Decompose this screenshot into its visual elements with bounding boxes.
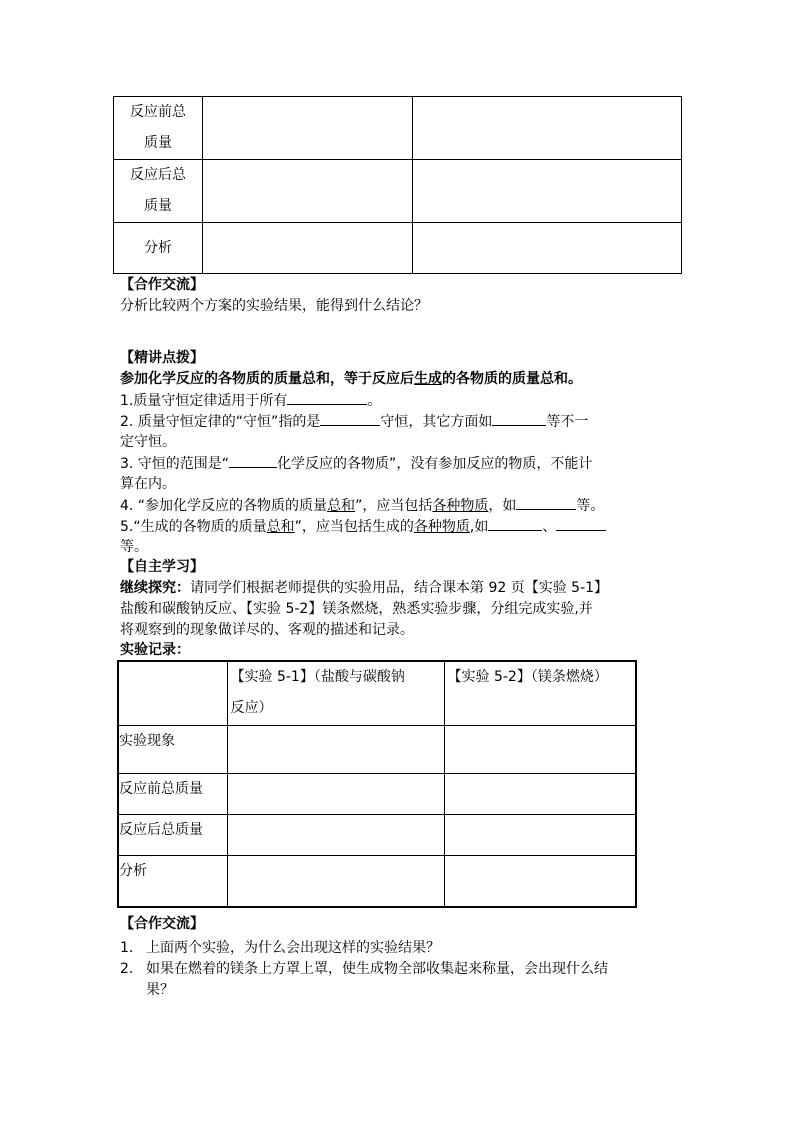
row-label-analysis: 分析 [118, 855, 227, 907]
point-text: 2. 质量守恒定律的“守恒”指的是 [120, 414, 321, 430]
table-row [118, 855, 636, 907]
row-label-text: 反应前总 [130, 104, 186, 120]
row-label-phenomenon: 实验现象 [118, 725, 227, 773]
point-text: 3. 守恒的范围是“ [120, 456, 230, 472]
row-label-after-mass: 反应后总质量 [118, 814, 227, 855]
column-header-exp-5-2: 【实验 5-2】（镁条燃烧） [444, 661, 636, 725]
section-heading-self-study: 【自主学习】 [120, 559, 204, 575]
table-cell[interactable] [413, 223, 682, 274]
table-cell[interactable] [444, 855, 636, 907]
self-study-line-2: 盐酸和碳酸钠反应、【实验 5-2】镁条燃烧，熟悉实验步骤，分组完成实验,并 [120, 601, 593, 617]
row-label-before-mass: 反应前总质量 [118, 773, 227, 814]
point-5-cont: 等。 [120, 539, 148, 555]
row-label-text: 质量 [144, 135, 172, 151]
point-text: 守恒，其它方面如 [380, 414, 493, 430]
header-text: 【实验 5-1】（盐酸与碳酸钠 [230, 669, 405, 685]
row-label-before-mass [114, 97, 203, 160]
point-3-cont: 算在内。 [120, 476, 176, 492]
table-cell[interactable] [444, 725, 636, 773]
point-text: 5.“生成的各物质的质量 [120, 519, 267, 535]
point-text: 4. “参加化学反应的各物质的质量 [120, 498, 328, 514]
point-text: ,如 [469, 519, 489, 535]
fill-blank[interactable] [556, 516, 606, 531]
point-text: 化学反应的各物质”，没有参加反应的物质，不能计 [277, 456, 593, 472]
table-cell[interactable] [413, 97, 682, 160]
table-cell[interactable] [444, 773, 636, 814]
column-header-exp-5-1 [227, 661, 444, 725]
fill-blank[interactable] [287, 390, 367, 405]
fill-blank[interactable] [516, 495, 576, 510]
table-cell[interactable] [227, 725, 444, 773]
point-4 [120, 495, 604, 516]
table-cell[interactable] [203, 160, 413, 223]
fill-blank[interactable] [320, 411, 380, 426]
table-cell[interactable] [413, 160, 682, 223]
question-text: 上面两个实验，为什么会出现这样的实验结果？ [146, 940, 440, 956]
header-text: 反应） [230, 700, 273, 716]
row-label-text: 质量 [144, 198, 172, 214]
self-study-lead: 继续探究： [120, 580, 190, 596]
table-row [114, 160, 682, 223]
point-2-cont: 定守恒。 [120, 434, 176, 450]
point-text: 等。 [576, 498, 605, 514]
coop-question-1 [120, 938, 440, 958]
section-heading-coop-1: 【合作交流】 [120, 277, 204, 293]
table-row [114, 97, 682, 160]
self-study-line-1 [120, 578, 608, 598]
table-cell[interactable] [444, 814, 636, 855]
coop-question-2-cont: 果？ [146, 982, 174, 998]
section-heading-coop-2: 【合作交流】 [120, 916, 204, 932]
table-cell[interactable] [227, 814, 444, 855]
point-2 [120, 411, 588, 432]
summary-text: 参加化学反应的各物质的质量总和，等于反应后 [120, 371, 414, 387]
point-text: 等不一 [546, 414, 589, 430]
self-study-text: 请同学们根据老师提供的实验用品，结合课本第 92 页【实验 5-1】 [190, 580, 609, 596]
point-text: ”，应当包括生成的 [294, 519, 414, 535]
fill-blank[interactable] [229, 453, 277, 468]
point-5 [120, 516, 606, 537]
point-text: 1.质量守恒定律适用于所有 [120, 393, 288, 409]
point-text: ，如 [488, 498, 517, 514]
table-cell[interactable] [227, 773, 444, 814]
table-row [118, 725, 636, 773]
summary-text: 的各物质的质量总和。 [442, 371, 582, 387]
question-number: 2. [120, 961, 134, 977]
point-underlined: 各种物质 [413, 519, 470, 535]
row-label-analysis: 分析 [114, 223, 203, 274]
table-row [118, 814, 636, 855]
point-underlined: 总和 [266, 519, 295, 535]
fill-blank[interactable] [492, 411, 546, 426]
record-label: 实验记录： [120, 642, 190, 658]
question-number: 1. [120, 940, 134, 956]
point-1 [120, 390, 381, 411]
coop-question: 分析比较两个方案的实验结果，能得到什么结论？ [120, 298, 428, 314]
section-heading-explain: 【精讲点拨】 [120, 350, 204, 366]
point-underlined: 各种物质 [432, 498, 489, 514]
coop-question-2 [120, 959, 608, 979]
fill-blank[interactable] [488, 516, 542, 531]
point-text: 。 [367, 393, 382, 409]
point-underlined: 总和 [327, 498, 356, 514]
table-cell[interactable] [203, 223, 413, 274]
point-3 [120, 453, 592, 474]
table-cell[interactable] [203, 97, 413, 160]
row-label-text: 反应后总 [130, 167, 186, 183]
law-summary [120, 369, 582, 389]
table-cell[interactable] [227, 855, 444, 907]
mass-table-1 [113, 96, 682, 274]
point-text: 、 [542, 519, 557, 535]
self-study-line-3: 将观察到的现象做详尽的、客观的描述和记录。 [120, 622, 414, 638]
row-label-after-mass [114, 160, 203, 223]
question-text: 如果在燃着的镁条上方罩上罩，使生成物全部收集起来称量，会出现什么结 [146, 961, 608, 977]
table-row [114, 223, 682, 274]
table-row [118, 661, 636, 725]
table-cell [118, 661, 227, 725]
summary-underlined: 生成 [414, 371, 442, 387]
table-row [118, 773, 636, 814]
experiment-record-table [117, 660, 637, 908]
point-text: ”，应当包括 [355, 498, 433, 514]
